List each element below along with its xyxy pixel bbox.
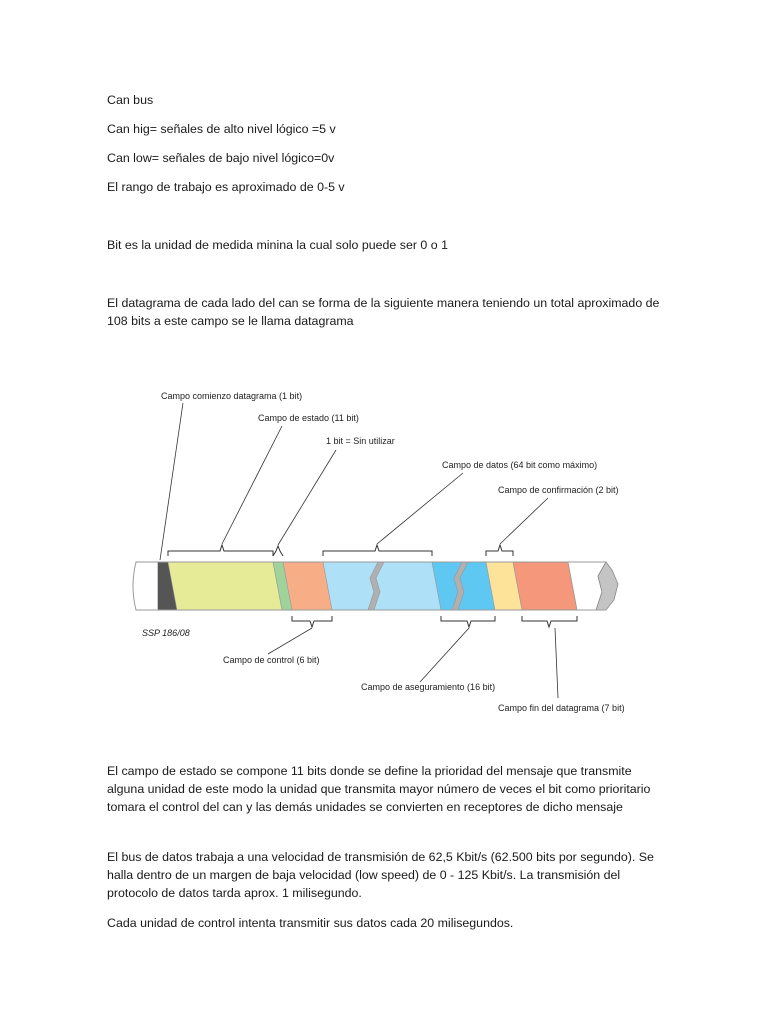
brace-end-field [522,616,577,627]
segment-state-field [168,562,282,610]
paragraph-transmit-interval: Cada unidad de control intenta transmitir sus datos cada 20 milisegundos. [107,916,514,930]
leader-data-field [377,473,463,544]
can-datagram-diagram [128,380,648,720]
label-state-field: Campo de estado (11 bit) [258,413,359,423]
segment-data-field-1 [323,562,378,610]
brace-crc-field [441,616,495,627]
leader-start-field [160,403,183,560]
brace-ack-field [486,545,513,556]
leader-state-field [222,426,282,544]
paragraph-bit-definition: Bit es la unidad de medida minina la cual solo puede ser 0 o 1 [107,238,448,252]
label-crc-field: Campo de aseguramiento (16 bit) [361,682,496,692]
leader-control-field [268,628,312,654]
brace-state-field [168,545,273,556]
paragraph-bus-speed: El bus de datos trabaja a una velocidad de transmisión de 62,5 Kbit/s (62.500 bits por segundo). Se halla dentro de un margen de baja velocidad (low speed) de 0 - 125 Kbit/s. La transmisión del protocolo de datos tarda aprox. 1 milisegundo. [107,850,654,900]
paragraph-can-low: Can low= señales de bajo nivel lógico=0v [107,151,335,165]
label-start-field: Campo comienzo datagrama (1 bit) [161,391,303,401]
paragraph-datagram-intro: El datagrama de cada lado del can se forma de la siguiente manera teniendo un total aproximado de 108 bits a este campo se le llama datagrama [107,296,660,328]
leader-unused-bit [278,450,336,545]
segment-data-field-2 [374,562,441,610]
paragraph-can-bus: Can bus [107,93,154,107]
paragraph-working-range: El rango de trabajo es aproximado de 0-5 v [107,180,345,194]
brace-control-field [292,616,332,627]
segment-end-field [513,562,577,610]
paragraph-state-field: El campo de estado se compone 11 bits donde se define la prioridad del mensaje que transmite alguna unidad de este modo la unidad que transmita mayor número de veces el bit como prioritario tomara el control del can y las demás unidades se convierten en receptores de dicho mensaje [107,764,651,814]
paragraph-can-high: Can hig= señales de alto nivel lógico =5 v [107,122,336,136]
brace-data-field [323,545,432,556]
label-end-field: Campo fin del datagrama (7 bit) [498,703,625,713]
label-figure-code: SSP 186/08 [142,628,190,638]
leader-end-field [555,628,558,698]
leader-ack-field [500,498,548,544]
leader-crc-field [420,628,469,682]
brace-unused-bit [273,546,283,556]
label-unused-bit: 1 bit = Sin utilizar [326,436,395,446]
label-control-field: Campo de control (6 bit) [223,655,320,665]
label-data-field: Campo de datos (64 bit como máximo) [442,460,598,470]
label-ack-field: Campo de confirmación (2 bit) [498,485,619,495]
bus-left-end [133,562,158,610]
